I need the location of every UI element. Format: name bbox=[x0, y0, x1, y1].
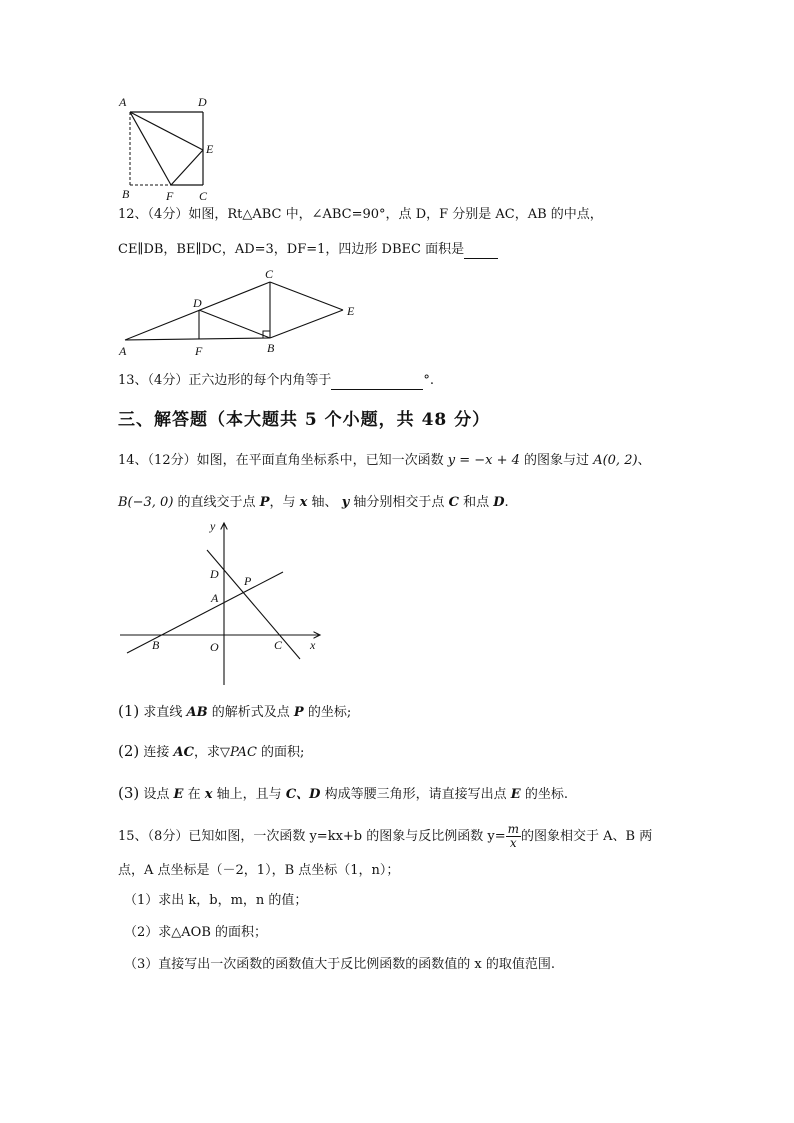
q14-sub3-e2: E bbox=[510, 787, 521, 802]
segment-db bbox=[199, 310, 270, 338]
q14-sub1-p: P bbox=[293, 705, 304, 720]
q14-p: P bbox=[259, 495, 270, 510]
q14-sub2-ac: AC bbox=[173, 745, 194, 760]
q14-sub2-b: ，求 bbox=[193, 745, 220, 760]
label-p: P bbox=[244, 574, 252, 588]
q14-c: C bbox=[448, 495, 459, 510]
label-b: B bbox=[267, 341, 275, 355]
label-d: D bbox=[210, 567, 219, 581]
q14-sub3-e: E bbox=[173, 787, 184, 802]
q15-text-1a: 已知如图，一次函数 y=kx+b 的图象与反比例函数 y= bbox=[188, 829, 506, 844]
q15-line2 bbox=[118, 862, 399, 880]
figure-square-aefc bbox=[110, 90, 220, 205]
q15-sub1 bbox=[124, 892, 307, 910]
q15-sub3-text: （3）直接写出一次函数的函数值大于反比例函数的函数值的 x 的取值范围. bbox=[124, 957, 555, 972]
q14-sub3-num: (3) bbox=[118, 784, 140, 802]
q14-sub3-d: 构成等腰三角形，请直接写出点 bbox=[324, 787, 507, 802]
q14-text-2f: . bbox=[504, 495, 509, 510]
figure-q12 bbox=[115, 265, 365, 360]
q14-sub3-c: 轴上，且与 bbox=[216, 787, 282, 802]
q12-number: 12、 bbox=[118, 207, 148, 222]
segment-fe bbox=[171, 150, 203, 185]
label-b: B bbox=[122, 187, 130, 201]
q14-point-b: B(−3, 0) bbox=[118, 495, 174, 510]
q13-number: 13、 bbox=[118, 373, 148, 388]
q14-text-2b: ，与 bbox=[269, 495, 296, 510]
q14-sub2-num: (2) bbox=[118, 742, 140, 760]
q15-frac-numerator: m bbox=[507, 822, 520, 836]
q14-text-2c: 轴、 bbox=[311, 495, 338, 510]
segment-ac bbox=[125, 282, 270, 340]
q15-sub3 bbox=[124, 956, 555, 974]
segment-be bbox=[270, 310, 343, 338]
q14-score: （12分） bbox=[147, 453, 197, 468]
q12-answer-blank[interactable] bbox=[464, 244, 498, 259]
q13-text-after: °. bbox=[423, 373, 434, 388]
q14-x: x bbox=[299, 495, 308, 510]
label-c: C bbox=[199, 189, 208, 203]
label-c: C bbox=[274, 638, 283, 652]
q15-frac-denominator: x bbox=[509, 836, 517, 850]
q14-sub1-b: 的解析式及点 bbox=[211, 705, 290, 720]
q14-sub2 bbox=[118, 742, 304, 762]
label-a: A bbox=[119, 344, 127, 358]
q14-text-2d: 轴分别相交于点 bbox=[353, 495, 445, 510]
q14-sub2-a: 连接 bbox=[143, 745, 170, 760]
q12-text-1: 如图，Rt△ABC 中，∠ABC=90°，点 D，F 分别是 AC，AB 的中点， bbox=[188, 207, 603, 222]
label-b: B bbox=[152, 638, 160, 652]
q15-text-1b: 的图象相交于 A、B 两 bbox=[521, 829, 653, 844]
q14-sub1-ab: AB bbox=[186, 705, 208, 720]
q15-fraction bbox=[506, 823, 521, 850]
q14-text-1b: 的图象与过 bbox=[524, 453, 590, 468]
q14-text-2a: 的直线交于点 bbox=[177, 495, 256, 510]
q15-line1 bbox=[118, 820, 652, 854]
q14-sub3-b: 在 bbox=[187, 787, 201, 802]
q12-score: （4分） bbox=[147, 207, 189, 222]
q14-sub1-num: (1) bbox=[118, 702, 140, 720]
q13-line bbox=[118, 372, 434, 390]
label-e: E bbox=[347, 304, 355, 318]
label-x: x bbox=[310, 638, 316, 652]
q13-score: （4分） bbox=[147, 373, 189, 388]
q14-sub2-tri: ▽PAC bbox=[220, 745, 257, 760]
q14-sub1-a: 求直线 bbox=[143, 705, 183, 720]
segment-ab bbox=[125, 338, 270, 340]
q12-line2 bbox=[118, 241, 498, 259]
q14-sub3-x: x bbox=[204, 787, 213, 802]
section-3-heading: 三、解答题（本大题共 5 个小题，共 48 分） bbox=[118, 410, 491, 430]
q14-line1 bbox=[118, 452, 651, 470]
q14-function: y = −x + 4 bbox=[447, 453, 520, 468]
q14-sub3-e: 的坐标. bbox=[524, 787, 568, 802]
q15-number: 15、 bbox=[118, 829, 148, 844]
q14-sub3-cd: C、D bbox=[285, 787, 321, 802]
label-c: C bbox=[265, 267, 274, 281]
label-o: O bbox=[210, 640, 219, 654]
label-f: F bbox=[166, 189, 174, 203]
q14-text-2e: 和点 bbox=[463, 495, 490, 510]
q12-line1 bbox=[118, 206, 603, 224]
figure-q14-coordinate-plane bbox=[115, 515, 330, 687]
q14-line2 bbox=[118, 494, 509, 512]
q14-sub3 bbox=[118, 784, 568, 804]
q14-sub2-c: 的面积; bbox=[261, 745, 305, 760]
q15-sub2-text: （2）求△AOB 的面积； bbox=[124, 925, 268, 940]
segment-ce bbox=[270, 282, 343, 310]
q14-sub3-a: 设点 bbox=[143, 787, 170, 802]
label-f: F bbox=[195, 344, 203, 358]
q15-sub2 bbox=[124, 924, 267, 942]
q13-text-before: 正六边形的每个内角等于 bbox=[188, 373, 332, 388]
label-e: E bbox=[206, 142, 214, 156]
q14-number: 14、 bbox=[118, 453, 148, 468]
q14-y: y bbox=[341, 495, 350, 510]
q14-text-1c: 、 bbox=[637, 453, 651, 468]
label-a: A bbox=[211, 591, 219, 605]
q14-d: D bbox=[493, 495, 505, 510]
q15-score: （8分） bbox=[147, 829, 189, 844]
label-d: D bbox=[198, 95, 207, 109]
q12-text-2: CE∥DB，BE∥DC，AD=3，DF=1，四边形 DBEC 面积是 bbox=[118, 242, 465, 257]
label-d: D bbox=[193, 296, 202, 310]
q15-text-2: 点，A 点坐标是（－2，1），B 点坐标（1，n）； bbox=[118, 863, 400, 878]
q15-sub1-text: （1）求出 k，b，m，n 的值； bbox=[124, 893, 308, 908]
q14-point-a: A(0, 2) bbox=[593, 453, 638, 468]
label-a: A bbox=[119, 95, 127, 109]
q13-answer-blank[interactable] bbox=[331, 375, 423, 390]
q14-text-1a: 如图，在平面直角坐标系中，已知一次函数 bbox=[196, 453, 444, 468]
label-y: y bbox=[210, 519, 216, 533]
line-ab bbox=[127, 572, 283, 653]
q14-sub1 bbox=[118, 702, 351, 722]
q14-sub1-c: 的坐标; bbox=[307, 705, 352, 720]
